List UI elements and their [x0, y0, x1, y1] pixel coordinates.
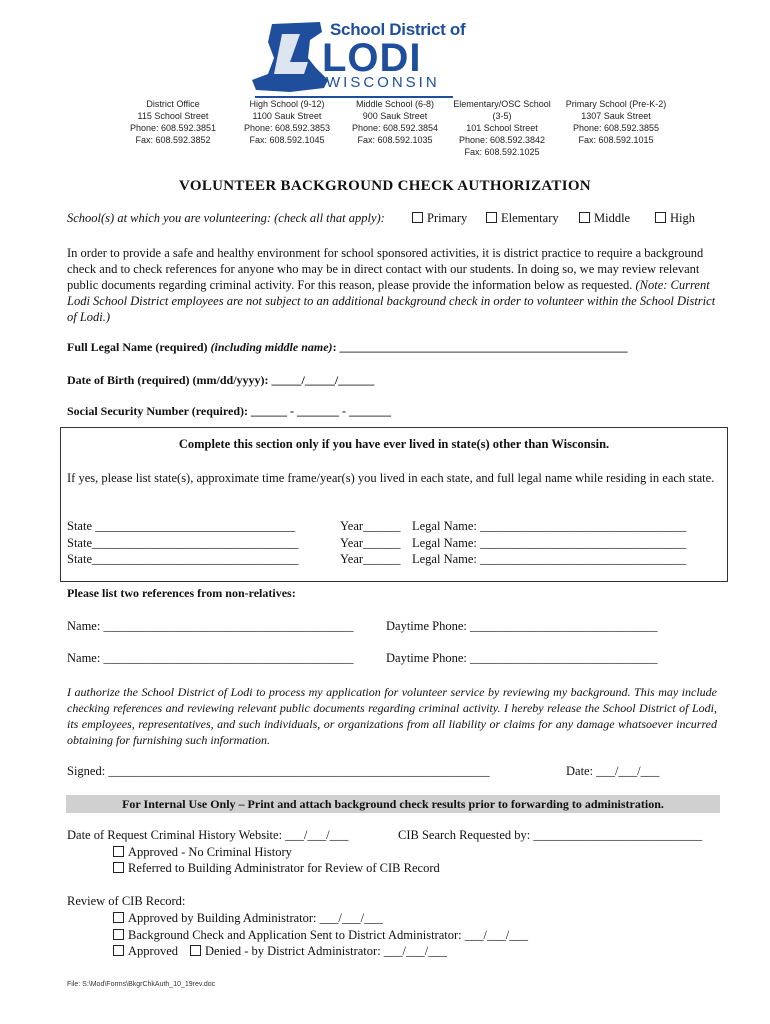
other-states-instruction: If yes, please list state(s), approximate time frame/year(s) you lived in each state, and full legal name while residing in each state.: [67, 471, 715, 485]
checkbox-approved-building[interactable]: Approved by Building Administrator: ___/___/___: [113, 911, 383, 926]
checkbox-icon[interactable]: [113, 912, 124, 923]
checkbox-icon[interactable]: [412, 212, 423, 223]
request-date-field[interactable]: Date of Request Criminal History Website: ___/___/___: [67, 828, 349, 842]
ssn-field[interactable]: Social Security Number (required): ______ - _______ - _______: [67, 404, 391, 418]
office-district: District Office 115 School Street Phone: 608.592.3851 Fax: 608.592.3852: [129, 99, 217, 145]
signature-field[interactable]: Signed: _____________________________________________________________: [67, 764, 490, 778]
office-middle-school: Middle School (6-8) 900 Sauk Street Phone: 608.592.3854 Fax: 608.592.1035: [351, 99, 439, 145]
state-row-2[interactable]: State_________________________________: [67, 536, 299, 550]
checkbox-icon[interactable]: [655, 212, 666, 223]
legal-name-field[interactable]: Full Legal Name (required) (including middle name): ________________________________________________: [67, 340, 628, 354]
checkbox-icon[interactable]: [113, 945, 124, 956]
legal-row-1[interactable]: Legal Name: _________________________________: [412, 519, 687, 533]
checkbox-high[interactable]: High: [655, 211, 695, 226]
intro-text: In order to provide a safe and healthy environment for school sponsored activities, it is district practice to require a background check and to check references for anyone who may be in direct contact with our students. In doing so, we may review relevant public documents regarding criminal activity. For this reason, please provide the information below as requested.: [67, 246, 704, 292]
checkbox-approved[interactable]: Approved: [113, 944, 178, 959]
reference-phone-1[interactable]: Daytime Phone: ______________________________: [386, 619, 658, 633]
legal-row-3[interactable]: Legal Name: _________________________________: [412, 552, 687, 566]
school-selection: [67, 211, 385, 226]
intro-note: (Note: Current Lodi School District employees are not subject to an additional background check in order to volunteer within the School District of Lodi.): [67, 278, 716, 324]
checkbox-icon[interactable]: [190, 945, 201, 956]
checkbox-icon[interactable]: [113, 929, 124, 940]
state-row-3[interactable]: State_________________________________: [67, 552, 299, 566]
checkbox-icon[interactable]: [579, 212, 590, 223]
review-label: Review of CIB Record:: [67, 894, 186, 908]
reference-name-1[interactable]: Name: ________________________________________: [67, 619, 354, 633]
year-row-1[interactable]: Year______: [340, 519, 401, 533]
logo-line-3: WISCONSIN: [326, 74, 440, 91]
year-row-3[interactable]: Year______: [340, 552, 401, 566]
other-states-heading: Complete this section only if you have ever lived in state(s) other than Wisconsin.: [178, 437, 610, 451]
dob-field[interactable]: Date of Birth (required) (mm/dd/yyyy): _____/_____/______: [67, 373, 375, 387]
form-title: VOLUNTEER BACKGROUND CHECK AUTHORIZATION: [179, 178, 591, 194]
office-elementary: Elementary/OSC School (3-5) 101 School Street Phone: 608.592.3842 Fax: 608.592.1025: [453, 99, 551, 157]
logo-line-2: LODI: [322, 36, 422, 80]
reference-name-2[interactable]: Name: ________________________________________: [67, 651, 354, 665]
internal-use-banner: For Internal Use Only – Print and attach background check results prior to forwarding to administration.: [122, 797, 664, 811]
office-primary: Primary School (Pre-K-2) 1307 Sauk Street Phone: 608.592.3855 Fax: 608.592.1015: [565, 99, 667, 145]
checkbox-denied[interactable]: Denied - by District Administrator: ___/___/___: [190, 944, 447, 959]
cib-search-field[interactable]: CIB Search Requested by: ___________________________: [398, 828, 703, 842]
logo-line-1: School District of: [330, 20, 466, 39]
reference-phone-2[interactable]: Daytime Phone: ______________________________: [386, 651, 658, 665]
year-row-2[interactable]: Year______: [340, 536, 401, 550]
authorization-statement: I authorize the School District of Lodi to process my application for volunteer service by reviewing my background. This may include checking references and reviewing relevant public documents regarding criminal activity. I hereby release the School District of Lodi, its employees, representatives, and such individuals, or organizations from all liability or claims for any damage whatsoever incurred obtaining for furnishing such information.: [67, 685, 717, 747]
checkbox-sent-district[interactable]: Background Check and Application Sent to District Administrator: ___/___/___: [113, 928, 528, 943]
checkbox-elementary[interactable]: Elementary: [486, 211, 559, 226]
signature-date-field[interactable]: Date: ___/___/___: [566, 764, 660, 778]
checkbox-referred[interactable]: Referred to Building Administrator for Review of CIB Record: [113, 861, 440, 876]
checkbox-approved-no-record[interactable]: Approved - No Criminal History: [113, 845, 292, 860]
office-high-school: High School (9-12) 1100 Sauk Street Phone: 608.592.3853 Fax: 608.592.1045: [243, 99, 331, 145]
state-row-1[interactable]: State ________________________________: [67, 519, 296, 533]
references-heading: Please list two references from non-relatives:: [67, 586, 296, 600]
checkbox-icon[interactable]: [486, 212, 497, 223]
checkbox-icon[interactable]: [113, 846, 124, 857]
checkbox-middle[interactable]: Middle: [579, 211, 630, 226]
checkbox-primary[interactable]: Primary: [412, 211, 467, 226]
file-path-footer: File: S:\Mod\Forms\BkgrChkAuth_10_19rev.doc: [67, 981, 216, 988]
checkbox-icon[interactable]: [113, 862, 124, 873]
intro-paragraph: [67, 245, 717, 325]
school-prompt: School(s) at which you are volunteering: (check all that apply):: [67, 211, 385, 225]
legal-row-2[interactable]: Legal Name: _________________________________: [412, 536, 687, 550]
